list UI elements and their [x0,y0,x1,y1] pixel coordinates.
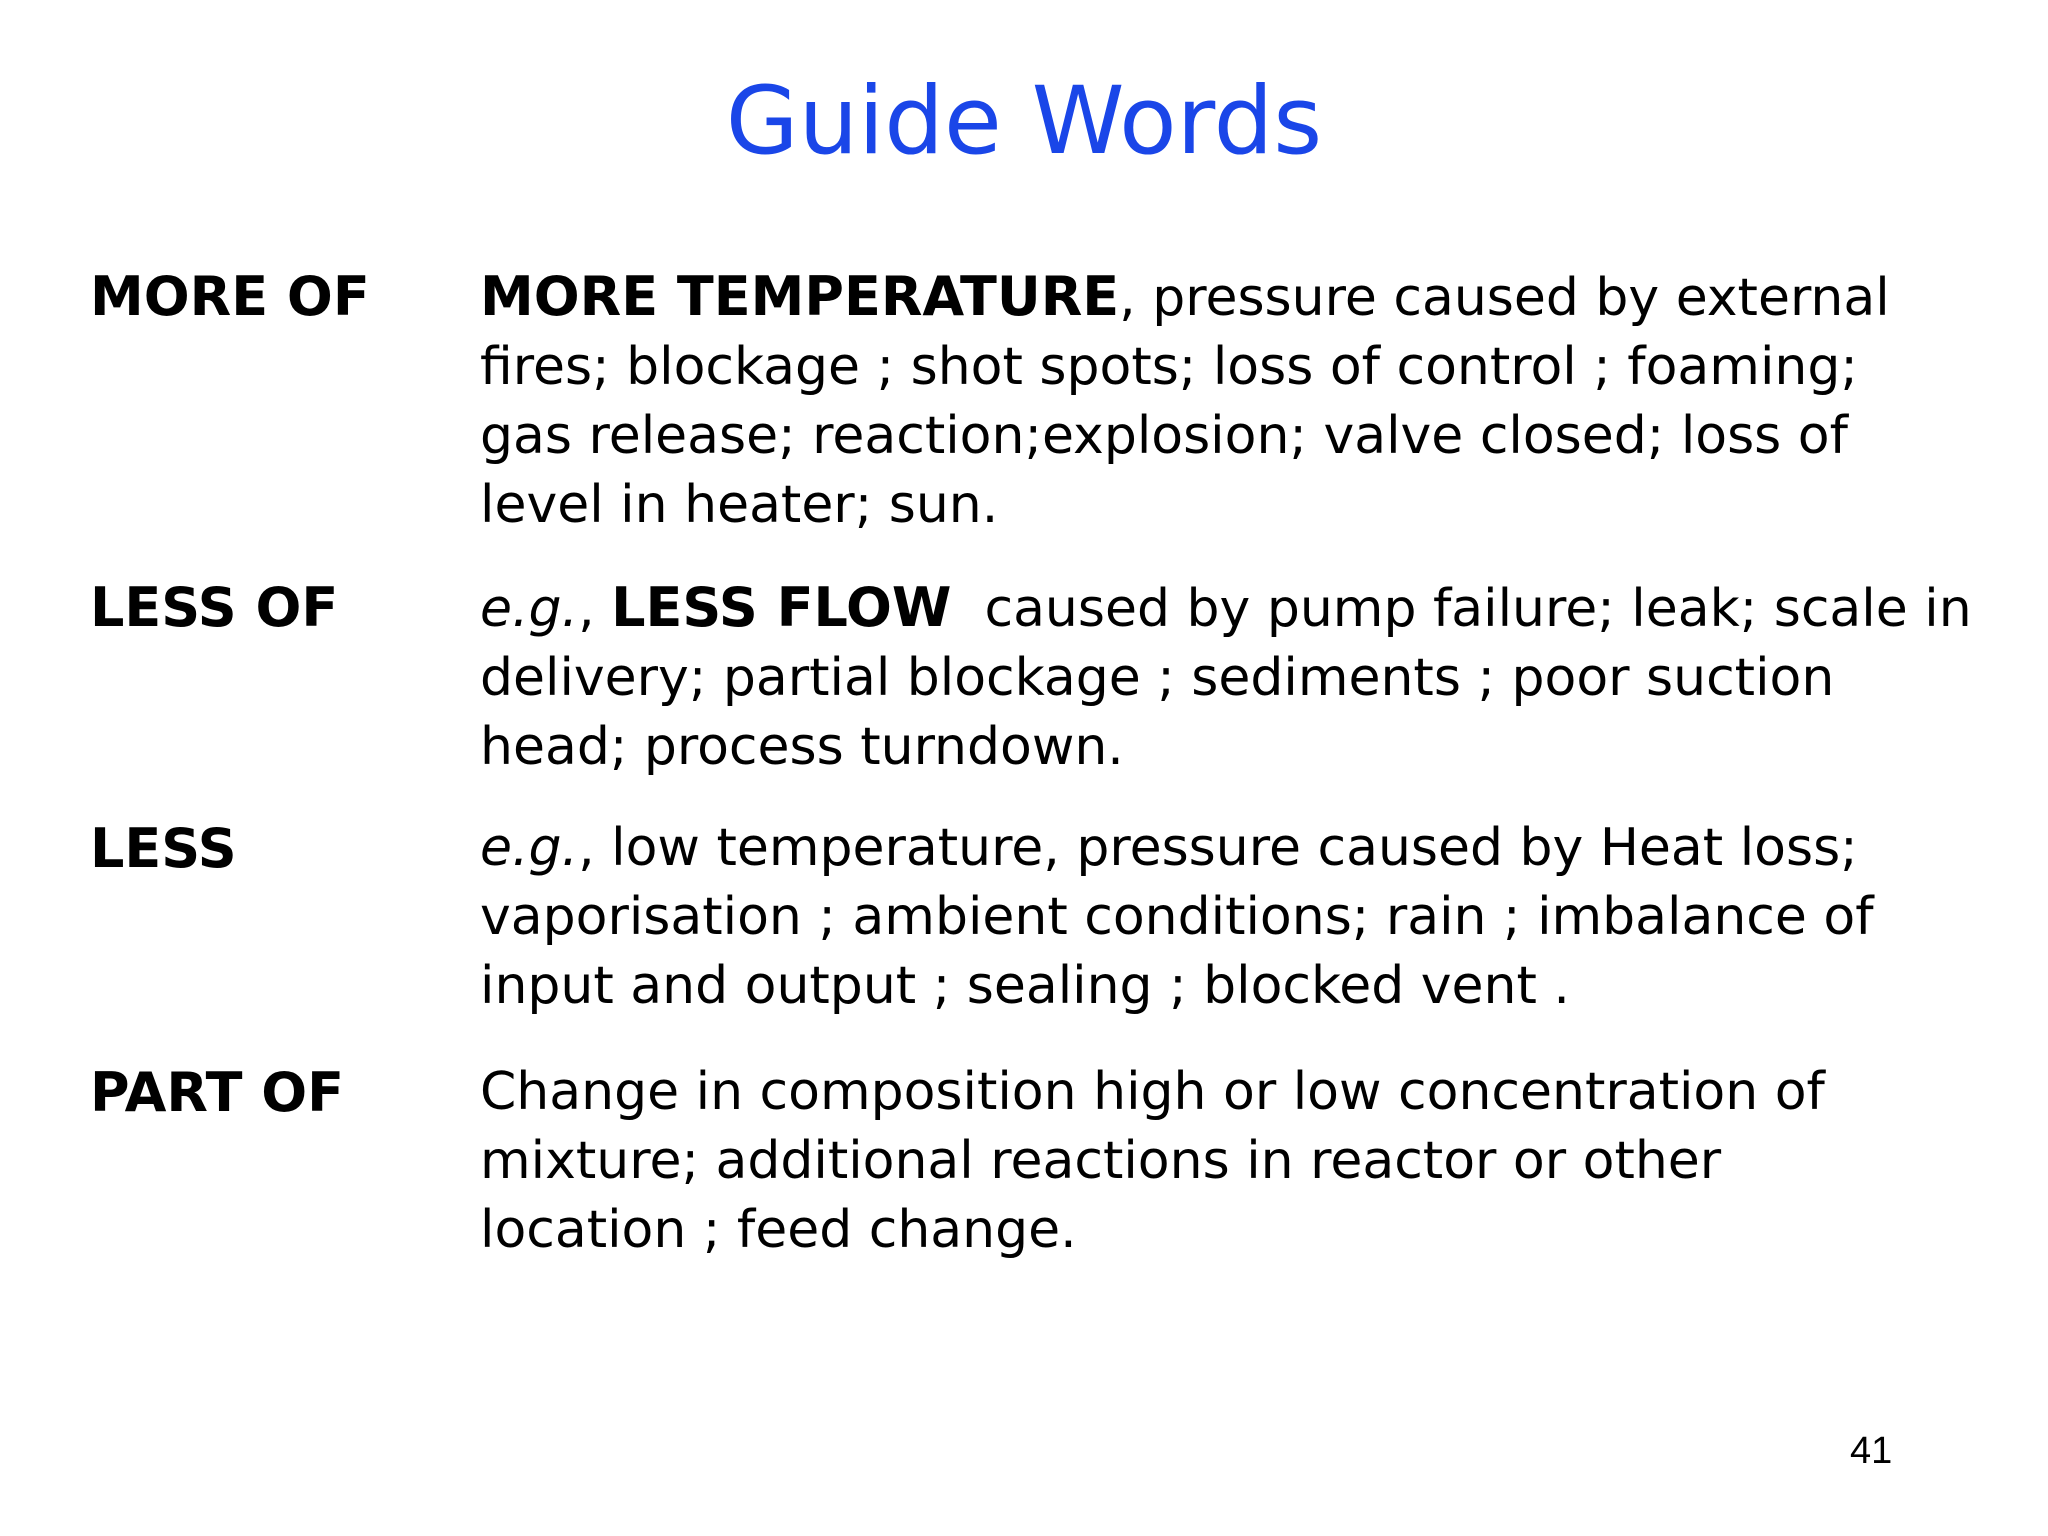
example-abbrev: e.g. [480,579,579,639]
description-text: , low temperature, pressure caused by Heat loss; [578,818,1858,878]
description-line: vaporisation ; ambient conditions; rain ; imbalance of [480,887,1874,947]
example-abbrev: e.g. [480,818,579,878]
guide-word-term: LESS [90,817,237,880]
description-line [480,262,1980,333]
description-line: fires; blockage ; shot spots; loss of control ; foaming; [480,337,1858,397]
page-number: 41 [1850,1430,1893,1472]
guide-word-term: MORE OF [90,265,370,328]
description-text: , pressure caused by external [1119,268,1890,328]
description-line: Change in composition high or low concentration of [480,1062,1825,1122]
description-line: location ; feed change. [480,1200,1077,1260]
guide-word-description [480,1058,1980,1265]
guide-word-term: LESS OF [90,576,339,639]
guide-word-description [480,814,1980,1021]
description-text: caused by pump failure; leak; scale in [951,579,1972,639]
description-line: level in heater; sun. [480,475,999,535]
emphasis-text: MORE TEMPERATURE [480,265,1120,328]
guide-word-term: PART OF [90,1061,344,1124]
description-line: head; process turndown. [480,717,1124,777]
description-text: , [578,579,612,639]
emphasis-text: LESS FLOW [611,576,952,639]
guide-word-description [480,573,1980,782]
description-line: mixture; additional reactions in reactor or other [480,1131,1722,1191]
description-line: gas release; reaction;explosion; valve closed; loss of [480,406,1848,466]
description-line [480,814,1980,883]
guide-word-description [480,262,1980,540]
description-line: input and output ; sealing ; blocked vent . [480,956,1570,1016]
description-line [480,573,1980,644]
slide-title: Guide Words [725,67,1323,176]
description-line: delivery; partial blockage ; sediments ; poor suction [480,648,1835,708]
